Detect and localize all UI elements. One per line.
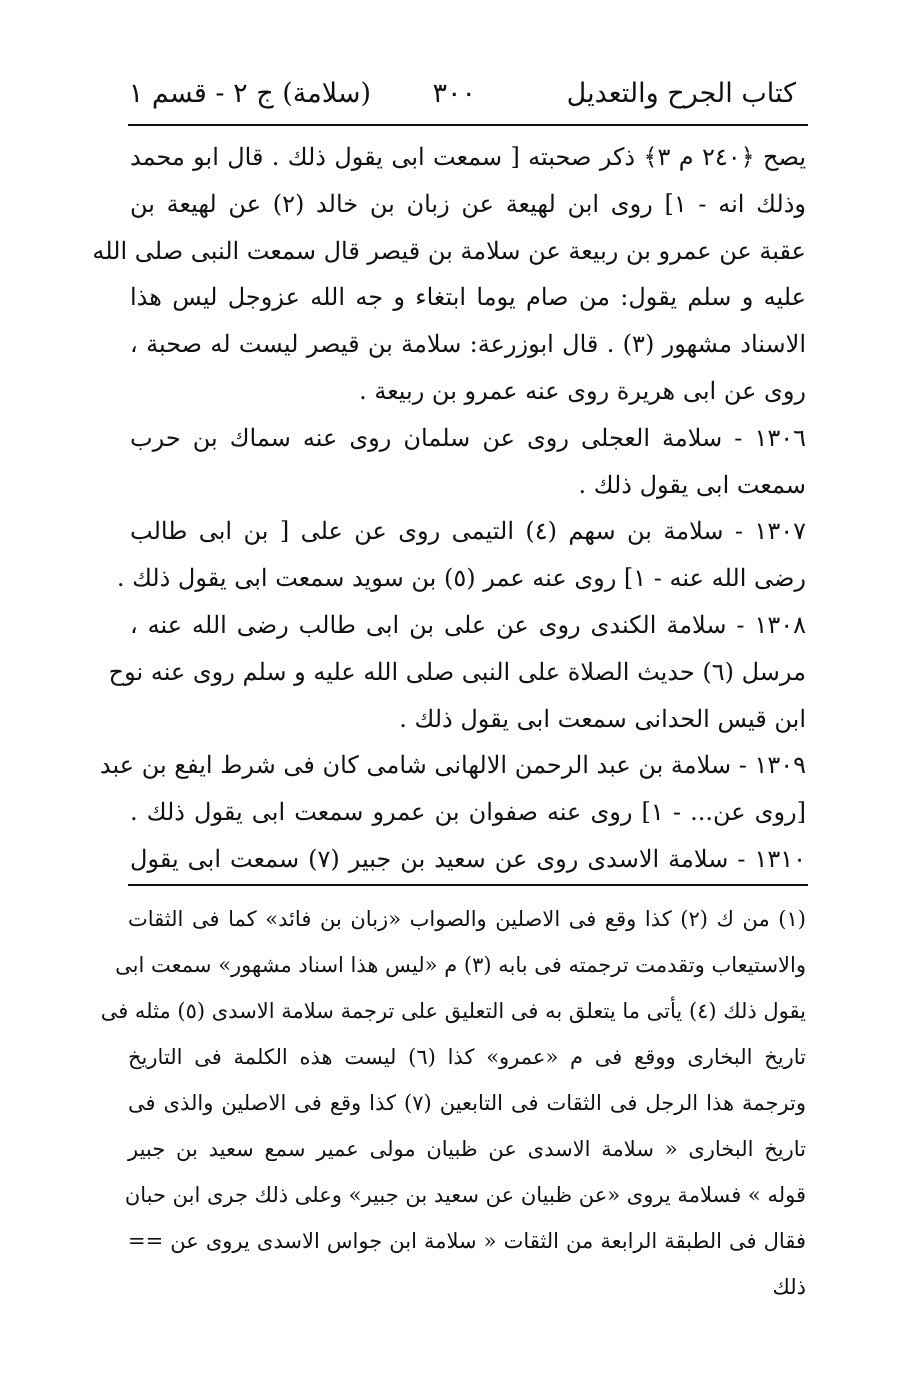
header-rule <box>128 124 808 126</box>
text-line: روى عن ابى هريرة روى عنه عمرو بن ربيعة . <box>359 376 806 405</box>
text-line: رضى الله عنه - ١] روى عنه عمر (٥) بن سويد سمعت ابى يقول ذلك . <box>116 564 806 593</box>
running-title: كتاب الجرح والتعديل <box>566 78 796 109</box>
entry-1306-line: ١٣٠٦ - سلامة العجلى روى عن سلمان روى عنه سماك بن حرب <box>130 423 806 452</box>
entry-1310-line: ١٣١٠ - سلامة الاسدى روى عن سعيد بن جبير (٧) سمعت ابى يقول <box>130 844 806 873</box>
footnote-line: قوله » فسلامة يروى «عن ظبيان عن سعيد بن جبير» وعلى ذلك جرى ابن حبان <box>124 1183 806 1207</box>
footnote-line: تاريخ البخارى ووقع فى م «عمرو» كذا (٦) ليست هذه الكلمة فى التاريخ <box>128 1045 806 1069</box>
page-number: ٣٠٠ <box>432 78 476 109</box>
footnotes <box>100 896 806 1310</box>
text-line: يصح ﴿٢٤٠ م ٣﴾ ذكر صحبته [ سمعت ابى يقول ذلك . قال ابو محمد <box>130 143 806 171</box>
text-line: ابن قيس الحدانى سمعت ابى يقول ذلك . <box>399 704 806 733</box>
page-header <box>130 74 796 114</box>
entry-1307-line: ١٣٠٧ - سلامة بن سهم (٤) التيمى روى عن على [ بن ابى طالب <box>130 517 806 546</box>
footnote-line: فقال فى الطبقة الرابعة من الثقات « سلامة ابن جواس الاسدى يروى عن == <box>128 1229 806 1253</box>
text-line: سمعت ابى يقول ذلك . <box>578 470 806 499</box>
text-line: الاسناد مشهور (٣) . قال ابوزرعة: سلامة بن قيصر ليست له صحبة ، <box>130 330 806 359</box>
text-line: مرسل (٦) حديث الصلاة على النبى صلى الله عليه و سلم روى عنه نوح <box>108 657 806 686</box>
footnote-line: (١) من ك (٢) كذا وقع فى الاصلين والصواب «زبان بن فائد» كما فى الثقات <box>128 907 806 931</box>
text-line: عقبة عن عمرو بن ربيعة عن سلامة بن قيصر قال سمعت النبى صلى الله <box>92 236 806 265</box>
entry-1309-line: ١٣٠٩ - سلامة بن عبد الرحمن الالهانى شامى كان فى شرط ايفع بن عبد <box>99 751 806 780</box>
text-line: [روى عن... - ١] روى عنه صفوان بن عمرو سمعت ابى يقول ذلك . <box>130 798 806 827</box>
footnote-line: وترجمة هذا الرجل فى الثقات فى التابعين (٧) كذا وقع فى الاصلين والذى فى <box>128 1091 806 1115</box>
footnote-line: ذلك <box>772 1275 806 1299</box>
entry-1308-line: ١٣٠٨ - سلامة الكندى روى عن على بن ابى طالب رضى الله عنه ، <box>130 610 806 639</box>
main-text <box>92 134 806 883</box>
footnote-line: تاريخ البخارى « سلامة الاسدى عن ظبيان مولى عمير سمع سعيد بن جبير <box>128 1137 806 1161</box>
footnote-line: والاستيعاب وتقدمت ترجمته فى بابه (٣) م «ليس هذا اسناد مشهور» سمعت ابى <box>115 953 806 977</box>
text-line: وذلك انه - ١] روى ابن لهيعة عن زبان بن خالد (٢) عن لهيعة بن <box>130 189 806 218</box>
volume-section-label: (سلامة) ج ٢ - قسم ١ <box>128 78 371 109</box>
text-line: عليه و سلم يقول: من صام يوما ابتغاء و جه الله عزوجل ليس هذا <box>130 283 806 312</box>
footnote-line: يقول ذلك (٤) يأتى ما يتعلق به فى التعليق على ترجمة سلامة الاسدى (٥) مثله فى <box>100 999 806 1023</box>
footnote-rule <box>128 884 808 886</box>
